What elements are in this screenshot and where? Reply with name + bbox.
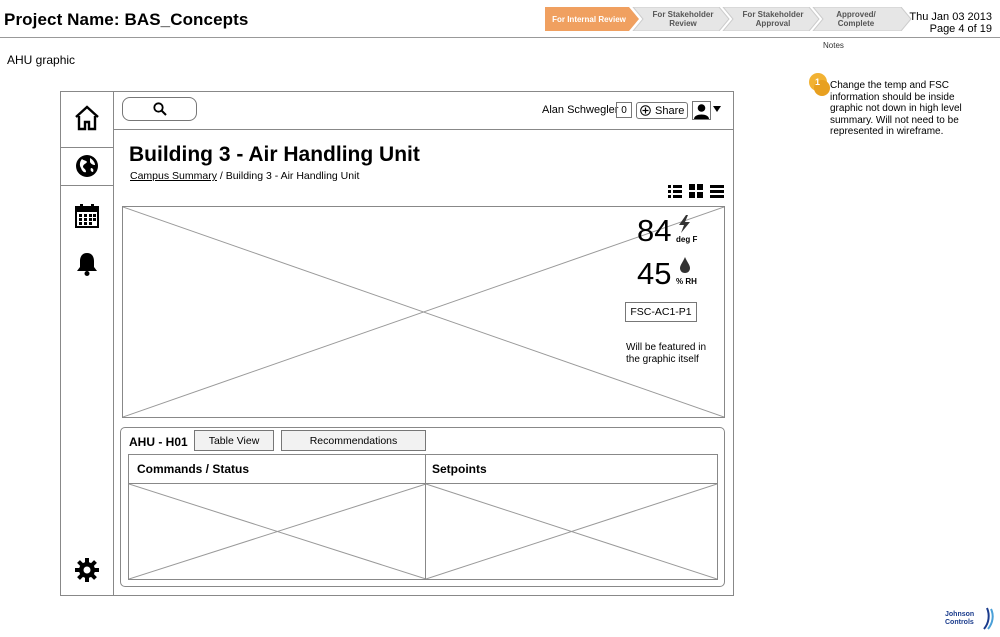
column-header-setpoints: Setpoints — [432, 462, 487, 476]
featured-note: Will be featured in the graphic itself — [626, 342, 707, 365]
sidebar-divider — [60, 147, 113, 148]
unit-id-button[interactable]: FSC-AC1-P1 — [625, 302, 697, 322]
share-label: Share — [655, 104, 685, 117]
view-toggle-group — [667, 183, 725, 199]
chevron-down-icon[interactable] — [712, 104, 722, 114]
logo-line-2: Controls — [945, 619, 974, 626]
grid-view-icon[interactable] — [688, 183, 704, 199]
header-divider — [0, 37, 1000, 38]
user-avatar-icon — [693, 102, 710, 119]
table-column-divider — [425, 454, 426, 580]
note-marker-icon — [808, 72, 832, 98]
avatar[interactable] — [692, 101, 711, 120]
breadcrumb-current: / Building 3 - Air Handling Unit — [216, 170, 360, 182]
svg-text:1: 1 — [815, 77, 821, 87]
notes-label: Notes — [823, 41, 844, 50]
stage-stakeholder-approval: For Stakeholder Approval — [742, 10, 804, 28]
menu-view-icon[interactable] — [709, 183, 725, 199]
temperature-unit: deg F — [676, 235, 698, 244]
globe-icon[interactable] — [74, 153, 100, 179]
calendar-icon[interactable] — [74, 203, 100, 229]
review-stage-bar — [545, 7, 917, 31]
humidity-unit: % RH — [676, 277, 697, 286]
panel-title: AHU - H01 — [129, 435, 188, 449]
logo-line-1: Johnson — [945, 611, 975, 618]
header-date: Thu Jan 03 2013 — [909, 11, 992, 23]
user-name: Alan Schwegler — [542, 104, 619, 116]
notification-count[interactable]: 0 — [616, 102, 632, 118]
search-input[interactable] — [122, 97, 197, 121]
tab-recommendations[interactable]: Recommendations — [281, 430, 426, 451]
company-logo — [945, 607, 997, 633]
annotation-note: Change the temp and FSC information should be inside graphic not down in high level summary. Will not need to be represented in wireframe. — [830, 80, 962, 137]
logo-mark-icon — [981, 607, 995, 631]
logo-text — [945, 611, 974, 627]
tab-table-view[interactable]: Table View — [194, 430, 274, 451]
list-view-icon[interactable] — [667, 183, 683, 199]
header-page-number: Page 4 of 19 — [929, 23, 992, 35]
water-drop-icon — [679, 257, 691, 273]
sidebar-divider — [60, 185, 113, 186]
humidity-value: 45 — [637, 256, 672, 291]
stage-internal-review: For Internal Review — [552, 14, 626, 24]
date-page-info — [909, 11, 992, 35]
stage-approved-complete: Approved/ Complete — [836, 10, 876, 28]
column-header-commands-status: Commands / Status — [137, 462, 250, 476]
share-button[interactable] — [636, 102, 688, 119]
plus-circle-icon — [640, 105, 651, 116]
bell-icon[interactable] — [74, 251, 100, 277]
page-subtitle: AHU graphic — [7, 53, 76, 67]
sidebar — [60, 91, 114, 596]
lightning-icon — [678, 215, 691, 233]
stage-stakeholder-review: For Stakeholder Review — [652, 10, 714, 28]
project-title: Project Name: BAS_Concepts — [4, 10, 249, 29]
gear-icon[interactable] — [74, 557, 100, 583]
breadcrumb — [130, 170, 359, 182]
table-header-divider — [128, 483, 718, 484]
topbar-divider — [114, 129, 734, 130]
page-title: Building 3 - Air Handling Unit — [129, 143, 420, 166]
temperature-value: 84 — [637, 213, 672, 248]
home-icon[interactable] — [74, 105, 100, 131]
breadcrumb-link-campus-summary[interactable]: Campus Summary — [130, 170, 217, 182]
search-icon — [153, 102, 167, 116]
